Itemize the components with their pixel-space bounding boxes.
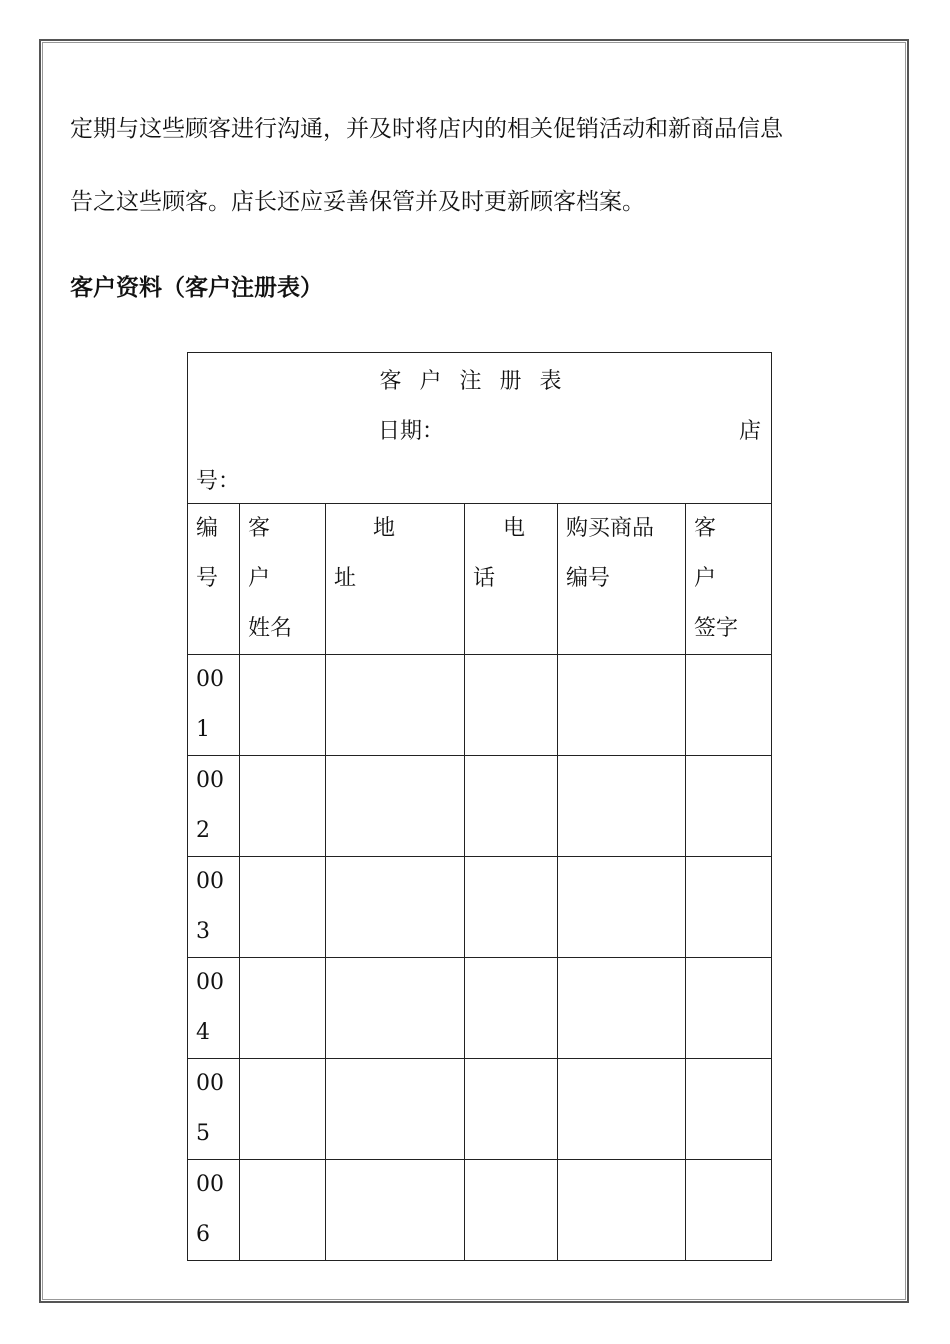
table-row bbox=[188, 655, 772, 756]
cell-phone bbox=[465, 1160, 558, 1261]
cell-address bbox=[326, 857, 465, 958]
cell-signature bbox=[686, 1160, 772, 1261]
cell-name bbox=[240, 756, 326, 857]
customer-registration-table bbox=[187, 352, 772, 1261]
table-row bbox=[188, 958, 772, 1059]
store-label-part2: 号： bbox=[196, 469, 241, 494]
paragraph-line-1: 定期与这些顾客进行沟通，并及时将店内的相关促销活动和新商品信息 bbox=[70, 116, 783, 142]
cell-phone bbox=[465, 756, 558, 857]
table-row bbox=[188, 756, 772, 857]
row-id: 00 6 bbox=[188, 1160, 240, 1261]
table-title-cell bbox=[188, 353, 772, 504]
cell-address bbox=[326, 958, 465, 1059]
header-name: 客 户 姓名 bbox=[240, 504, 326, 655]
row-id: 00 2 bbox=[188, 756, 240, 857]
cell-product bbox=[558, 1059, 686, 1160]
cell-address bbox=[326, 655, 465, 756]
cell-address bbox=[326, 1160, 465, 1261]
header-address: 地 址 bbox=[326, 504, 465, 655]
cell-name bbox=[240, 958, 326, 1059]
cell-product bbox=[558, 857, 686, 958]
row-id: 00 3 bbox=[188, 857, 240, 958]
header-product-number: 购买商品 编号 bbox=[558, 504, 686, 655]
cell-phone bbox=[465, 857, 558, 958]
table-row bbox=[188, 1059, 772, 1160]
cell-phone bbox=[465, 655, 558, 756]
cell-name bbox=[240, 857, 326, 958]
section-heading: 客户资料（客户注册表） bbox=[70, 275, 323, 301]
cell-address bbox=[326, 756, 465, 857]
cell-product bbox=[558, 756, 686, 857]
table-title: 客户注册表 bbox=[379, 369, 580, 394]
row-id: 00 5 bbox=[188, 1059, 240, 1160]
cell-phone bbox=[465, 1059, 558, 1160]
cell-signature bbox=[686, 655, 772, 756]
store-label-part1: 店 bbox=[739, 419, 762, 444]
row-id: 00 1 bbox=[188, 655, 240, 756]
cell-product bbox=[558, 655, 686, 756]
cell-name bbox=[240, 1160, 326, 1261]
header-signature: 客 户 签字 bbox=[686, 504, 772, 655]
table-row bbox=[188, 1160, 772, 1261]
date-label: 日期： bbox=[378, 419, 445, 444]
cell-signature bbox=[686, 857, 772, 958]
cell-product bbox=[558, 958, 686, 1059]
row-id: 00 4 bbox=[188, 958, 240, 1059]
cell-phone bbox=[465, 958, 558, 1059]
header-id: 编 号 bbox=[188, 504, 240, 655]
cell-address bbox=[326, 1059, 465, 1160]
table-header-row bbox=[188, 504, 772, 655]
cell-name bbox=[240, 1059, 326, 1160]
header-phone: 电 话 bbox=[465, 504, 558, 655]
cell-signature bbox=[686, 756, 772, 857]
cell-signature bbox=[686, 958, 772, 1059]
paragraph-line-2: 告之这些顾客。店长还应妥善保管并及时更新顾客档案。 bbox=[70, 189, 645, 215]
table-row bbox=[188, 857, 772, 958]
cell-signature bbox=[686, 1059, 772, 1160]
cell-name bbox=[240, 655, 326, 756]
cell-product bbox=[558, 1160, 686, 1261]
